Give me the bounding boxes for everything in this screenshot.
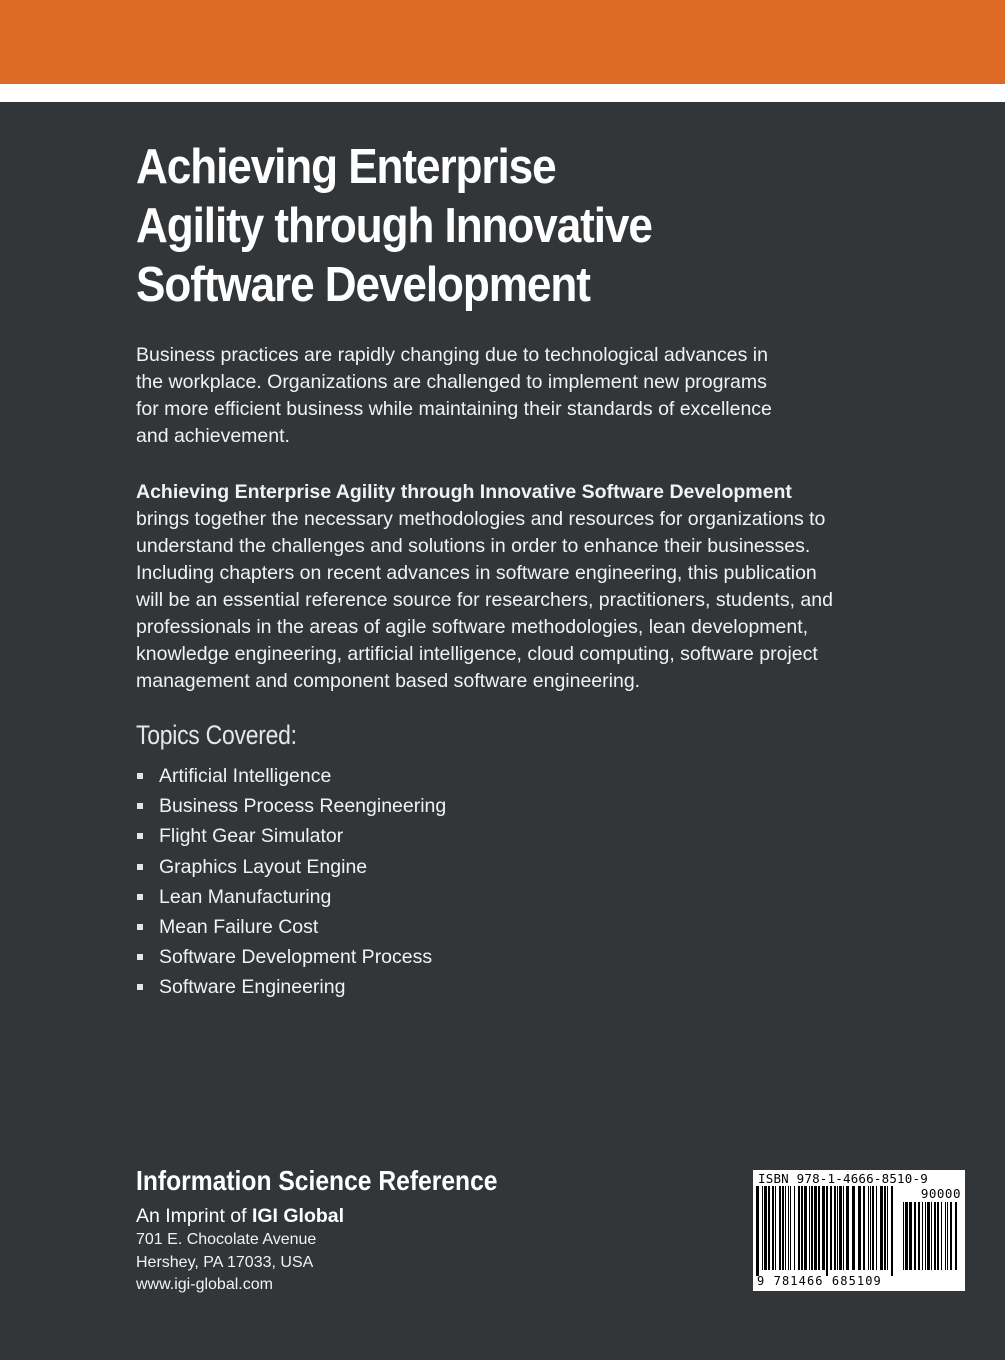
square-bullet-icon [137,894,143,900]
barcode-bar [887,1186,888,1270]
barcode-bar [903,1202,904,1270]
barcode-bar [931,1202,932,1270]
square-bullet-icon [137,924,143,930]
barcode-bar [801,1186,803,1270]
barcode-bar [884,1186,886,1270]
paragraph-line: and achievement. [136,425,290,447]
publisher-name: Information Science Reference [136,1165,498,1196]
topic-item [136,791,446,821]
barcode-bar [918,1202,920,1270]
topics-heading: Topics Covered: [136,720,297,750]
barcode-bar [809,1186,810,1270]
barcode-bar [830,1186,832,1270]
barcode-bar [839,1186,842,1270]
white-divider-band [0,84,1005,102]
square-bullet-icon [137,954,143,960]
imprint-prefix: An Imprint of [136,1205,252,1227]
topic-item [136,821,446,851]
barcode-bar [804,1186,807,1270]
barcode-bar [905,1202,908,1270]
topic-item [136,852,446,882]
description-paragraph-2 [136,479,866,695]
square-bullet-icon [137,984,143,990]
barcode-bar [876,1186,877,1270]
barcode-bar [955,1202,957,1270]
barcode-bar [927,1202,930,1270]
square-bullet-icon [137,803,143,809]
barcode-bar [822,1186,825,1270]
barcode-bar [925,1202,926,1270]
square-bullet-icon [137,773,143,779]
barcode-bar [768,1186,770,1270]
barcode-bar [794,1186,795,1270]
addon-barcode-bars [903,1202,961,1272]
paragraph-line: will be an essential reference source for researchers, practitioners, students, and [136,589,833,611]
square-bullet-icon [137,864,143,870]
topic-label: Graphics Layout Engine [159,855,368,878]
topic-item [136,912,446,942]
barcode-bar [941,1202,942,1270]
barcode-bar [762,1186,763,1270]
barcode-bar [937,1202,939,1270]
paragraph-line: professionals in the areas of agile software methodologies, lean development, [136,616,809,638]
topic-label: Software Engineering [159,976,346,999]
topic-label: Business Process Reengineering [159,795,447,818]
paragraph-line: understand the challenges and solutions in order to enhance their businesses. [136,535,811,557]
topic-label: Artificial Intelligence [159,765,332,787]
barcode-bar [837,1186,838,1270]
barcode-bar [858,1186,861,1270]
publisher-address [136,1229,316,1297]
title-line: Software Development [136,258,590,312]
barcode-bar [909,1202,912,1270]
barcode-bar [843,1186,844,1270]
paragraph-line: for more efficient business while maintaining their standards of excellence [136,398,772,420]
barcode-bar [785,1186,786,1270]
barcode-bar [950,1202,952,1270]
barcode-bar [779,1186,781,1270]
square-bullet-icon [137,833,143,839]
topic-label: Mean Failure Cost [159,915,319,938]
topic-item [136,942,446,972]
barcode-bar [846,1186,849,1270]
barcode-bar [814,1186,817,1270]
barcode-bar [914,1202,916,1270]
barcode-bar [852,1186,855,1270]
barcode-bar [790,1186,791,1270]
barcode-bar [868,1186,869,1270]
topic-label: Software Development Process [159,946,433,969]
topic-label: Lean Manufacturing [159,885,332,908]
barcode-bar [811,1186,813,1270]
barcode-bar [880,1186,883,1270]
topic-item [136,882,446,912]
barcode-bar [945,1202,946,1270]
imprint-name: IGI Global [251,1205,345,1227]
barcode-bar [870,1186,871,1270]
imprint-line [136,1204,344,1228]
barcode-bar [922,1202,923,1270]
isbn-label: ISBN 978-1-4666-8510-9 [758,1171,928,1186]
description-paragraph-1 [136,342,866,450]
paragraph-line: the workplace. Organizations are challenged to implement new programs [136,371,767,393]
barcode-bar [834,1186,836,1270]
barcode-number: 9 781466 685109 [757,1274,882,1288]
book-title-bold: Achieving Enterprise Agility through Innovative Software Development [136,481,792,503]
topics-list [136,761,446,1003]
barcode-bar [934,1202,936,1270]
barcode-bar [891,1186,893,1276]
paragraph-line: knowledge engineering, artificial intelligence, cloud computing, software project [136,643,818,665]
barcode-bar [818,1186,820,1270]
barcode-bar [863,1186,865,1270]
barcode-bar [826,1186,828,1276]
paragraph-line: Including chapters on recent advances in software engineering, this publication [136,562,817,584]
title-line: Achieving Enterprise [136,140,556,194]
title-line: Agility through Innovative [136,199,652,253]
barcode-bar [775,1186,776,1270]
barcode-bar [798,1186,800,1270]
paragraph-line: brings together the necessary methodologies and resources for organizations to [136,508,826,530]
topic-label: Flight Gear Simulator [159,825,344,848]
barcode-bar [764,1186,767,1270]
isbn-barcode [753,1170,965,1291]
address-line: 701 E. Chocolate Avenue [136,1231,317,1248]
barcode-bar [756,1186,759,1276]
topic-item [136,761,446,791]
website-line: www.igi-global.com [136,1276,273,1293]
address-line: Hershey, PA 17033, USA [136,1253,314,1271]
book-title [136,138,856,315]
barcode-bar [872,1186,874,1270]
addon-digits: 90000 [920,1186,961,1201]
barcode-bar [772,1186,774,1270]
paragraph-line: management and component based software engineering. [136,670,641,692]
barcode-bars [756,1186,896,1278]
barcode-bar [947,1202,948,1270]
topic-item [136,972,446,1002]
barcode-bar [782,1186,784,1270]
orange-top-band [0,0,1005,84]
paragraph-line: Business practices are rapidly changing due to technological advances in [136,344,768,366]
barcode-bar [788,1186,789,1270]
